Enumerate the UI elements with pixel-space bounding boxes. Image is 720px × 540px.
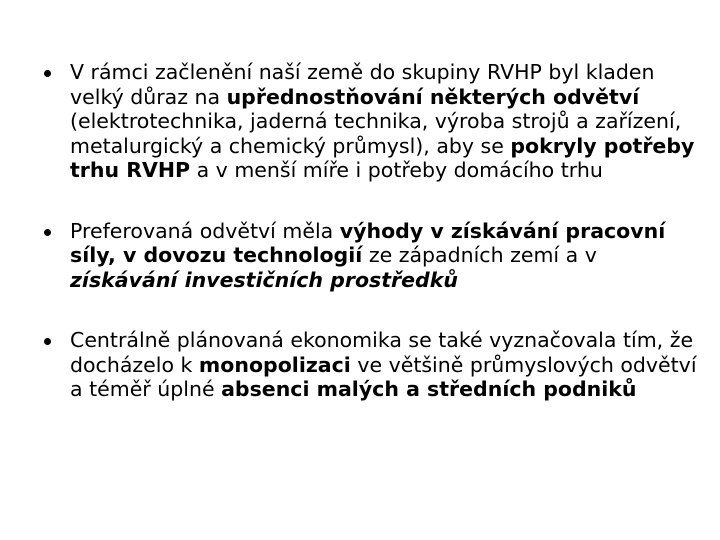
bullet-1-emphasis-1: upřednostňování některých odvětví <box>226 84 640 109</box>
bullet-point-icon <box>44 229 51 236</box>
bullet-2-text-2: ze západních zemí a v <box>362 243 597 267</box>
bullet-3-emphasis-2: absenci malých a středních podniků <box>221 377 637 401</box>
bullet-item-1 <box>38 60 698 183</box>
bullet-2-emphasis-2: získávání investičních prostředků <box>70 267 458 292</box>
bullet-point-icon <box>44 338 51 345</box>
bullet-2-emphasis-1: výhody v získávání pracovní síly, v dovozu technologií <box>70 218 666 267</box>
bullet-1-text-1: V rámci začlenění naší země do skupiny RVHP byl kladen velký důraz na <box>70 60 655 109</box>
bullet-3-emphasis-1: monopolizaci <box>198 352 351 377</box>
bullet-3-text-2: ve většině průmyslových odvětví a téměř úplné <box>70 352 697 401</box>
bullet-2-text-1: Preferovaná odvětví měla <box>70 218 340 243</box>
bullet-3-text-1: Centrálně plánovaná ekonomika se také vyznačovala tím, že docházelo k <box>70 328 694 377</box>
bullet-item-3 <box>38 328 698 402</box>
bullet-1-emphasis-2: pokryly potřeby trhu RVHP <box>70 133 695 182</box>
bullet-point-icon <box>44 70 51 77</box>
bullet-list <box>38 60 698 402</box>
bullet-1-text-2: (elektrotechnika, jaderná technika, výroba strojů a zařízení, metalurgický a chemický průmysl), aby se <box>70 109 682 158</box>
bullet-item-2 <box>38 219 698 293</box>
bullet-1-text-3: a v menší míře i potřeby domácího trhu <box>190 158 603 182</box>
